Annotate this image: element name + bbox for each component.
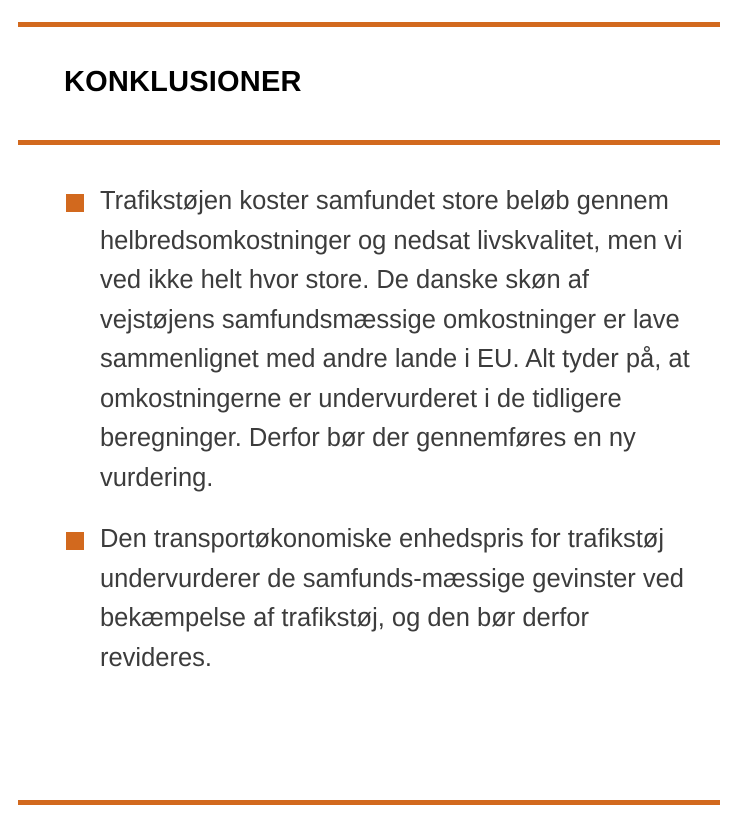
list-item bbox=[66, 520, 706, 678]
list-item-text: Den transportøkonomiske enhedspris for trafikstøj undervurderer de samfunds-mæssige gevinster ved bekæmpelse af trafikstøj, og den bør derfor revideres. bbox=[100, 525, 684, 672]
bottom-divider bbox=[18, 800, 720, 805]
top-divider bbox=[18, 22, 720, 27]
list-item bbox=[66, 182, 706, 498]
square-bullet-icon bbox=[66, 194, 84, 212]
section-title: KONKLUSIONER bbox=[64, 66, 302, 98]
title-divider bbox=[18, 140, 720, 145]
list-item-text: Trafikstøjen koster samfundet store beløb gennem helbredsomkostninger og nedsat livskvalitet, men vi ved ikke helt hvor store. De danske skøn af vejstøjens samfundsmæssige omkostninger er lave sammenlignet med andre lande i EU. Alt tyder på, at omkostningerne er undervurderet i de tidligere beregninger. Derfor bør der gennemføres en ny vurdering. bbox=[100, 187, 690, 492]
square-bullet-icon bbox=[66, 532, 84, 550]
conclusion-list bbox=[66, 182, 706, 678]
